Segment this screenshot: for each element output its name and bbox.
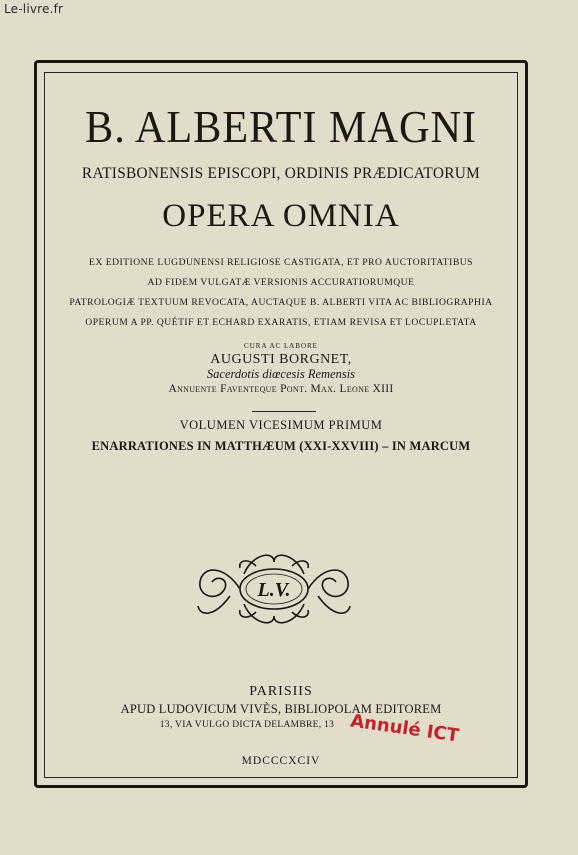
edition-description [44, 253, 518, 333]
imprint-address: 13, VIA VULGO DICTA DELAMBRE, 13 [159, 720, 335, 730]
description-line: PATROLOGIÆ TEXTUUM REVOCATA, AUCTAQUE B. ALBERTI VITA AC BIBLIOGRAPHIA [69, 297, 493, 308]
approval-line: Annuente Faventeque Pont. Max. Leone XIII [168, 383, 394, 395]
ornament-monogram: L.V. [257, 579, 291, 601]
volume-contents: ENARRATIONES IN MATTHÆUM (XXI-XXVIII) – IN MARCUM [91, 439, 471, 453]
description-line: OPERUM A PP. QUÉTIF ET ECHARD EXARATIS, ETIAM REVISA ET LOCUPLETATA [85, 317, 477, 328]
imprint-city: PARISIIS [249, 684, 313, 699]
author-title: B. ALBERTI MAGNI [85, 101, 477, 152]
work-title: OPERA OMNIA [162, 198, 400, 234]
watermark-text: Le-livre.fr [4, 2, 64, 16]
flourish-ornament-icon [194, 544, 354, 634]
divider [252, 411, 316, 412]
imprint-year: MDCCCXCIV [241, 755, 321, 767]
description-line: AD FIDEM VULGATÆ VERSIONIS ACCURATIORUMQUE [147, 277, 415, 288]
editor-role: Sacerdotis diœcesis Remensis [206, 367, 356, 381]
volume-number: VOLUMEN VICESIMUM PRIMUM [179, 418, 383, 432]
cura-label: CURA AC LABORE [244, 342, 318, 350]
editor-name: AUGUSTI BORGNET, [210, 352, 352, 367]
red-stamp: Annulé ICT [349, 710, 461, 747]
imprint-publisher: APUD LUDOVICUM VIVÈS, BIBLIOPOLAM EDITOREM [120, 702, 442, 716]
author-subtitle: RATISBONENSIS EPISCOPI, ORDINIS PRÆDICATORUM [81, 165, 481, 182]
description-line: EX EDITIONE LUGDUNENSI RELIGIOSE CASTIGATA, ET PRO AUCTORITATIBUS [89, 257, 473, 268]
title-page [44, 72, 518, 778]
